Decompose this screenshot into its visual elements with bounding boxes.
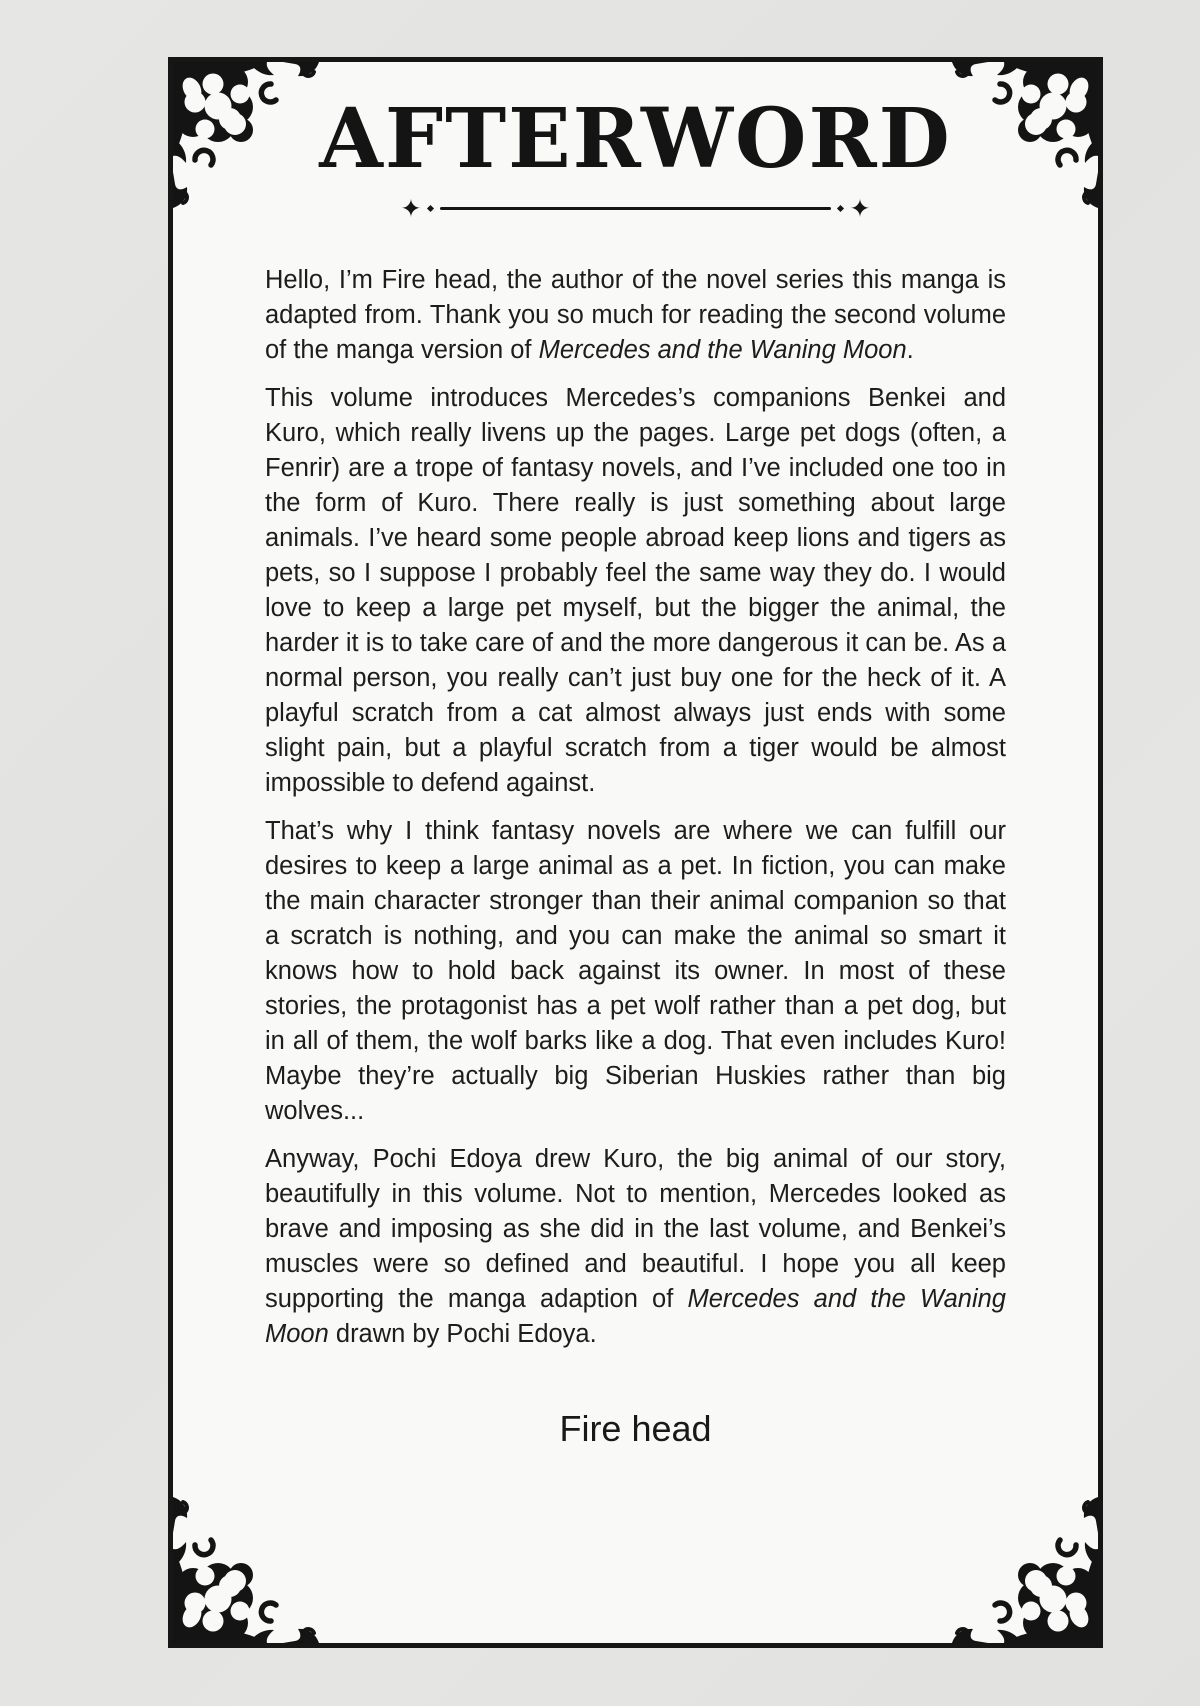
- page-content: [173, 62, 1098, 1643]
- divider-star-right-icon: ✦: [849, 194, 871, 224]
- text-run: drawn by Pochi Edoya.: [328, 1320, 597, 1349]
- italic-text-run: Mercedes and the Waning Moon: [538, 336, 907, 365]
- divider-line: [440, 207, 830, 210]
- afterword-text: [265, 263, 1006, 1352]
- paragraph: [265, 1142, 1006, 1352]
- text-run: Anyway, Pochi Edoya drew Kuro, the big animal of our story, beautifully in this volume. Not to mention, Mercedes looked as brave and imposing as she did in the last volume, and Benkei’s muscles were so defined and beautiful. I hope you all keep supporting the manga adaption of: [265, 1145, 1006, 1314]
- author-signature: Fire head: [559, 1408, 712, 1450]
- text-run: That’s why I think fantasy novels are where we can fulfill our desires to keep a large animal as a pet. In fiction, you can make the main character stronger than their animal companion so that a scratch is nothing, and you can make the animal so smart it knows how to hold back against its owner. In most of these stories, the protagonist has a pet wolf rather than a pet dog, but in all of them, the wolf barks like a dog. That even includes Kuro! Maybe they’re actually big Siberian Huskies rather than big wolves...: [265, 817, 1006, 1126]
- paragraph: [265, 814, 1006, 1129]
- divider-dot-right-icon: [837, 205, 844, 212]
- italic-text-run: Mercedes and the Waning Moon: [265, 1285, 1006, 1349]
- page-title: AFTERWORD: [319, 91, 952, 187]
- paragraph: [265, 381, 1006, 801]
- text-run: Hello, I’m Fire head, the author of the novel series this manga is adapted from. Thank you so much for reading the second volume of the manga version of: [265, 266, 1006, 365]
- paragraph: [265, 263, 1006, 368]
- page-frame: [168, 57, 1103, 1648]
- text-run: .: [906, 336, 914, 365]
- text-run: This volume introduces Mercedes’s companions Benkei and Kuro, which really livens up the pages. Large pet dogs (often, a Fenrir) are a trope of fantasy novels, and I’ve included one too in the form of Kuro. There really is just something about large animals. I’ve heard some people abroad keep lions and tigers as pets, so I suppose I probably feel the same way they do. I would love to keep a large pet myself, but the bigger the animal, the harder it is to take care of and the more dangerous it can be. As a normal person, you really can’t just buy one for the heck of it. A playful scratch from a cat almost always just ends with some slight pain, but a playful scratch from a tiger would be almost impossible to defend against.: [265, 384, 1006, 798]
- divider-star-left-icon: ✦: [400, 194, 422, 224]
- title-divider: [400, 194, 871, 224]
- divider-dot-left-icon: [427, 205, 434, 212]
